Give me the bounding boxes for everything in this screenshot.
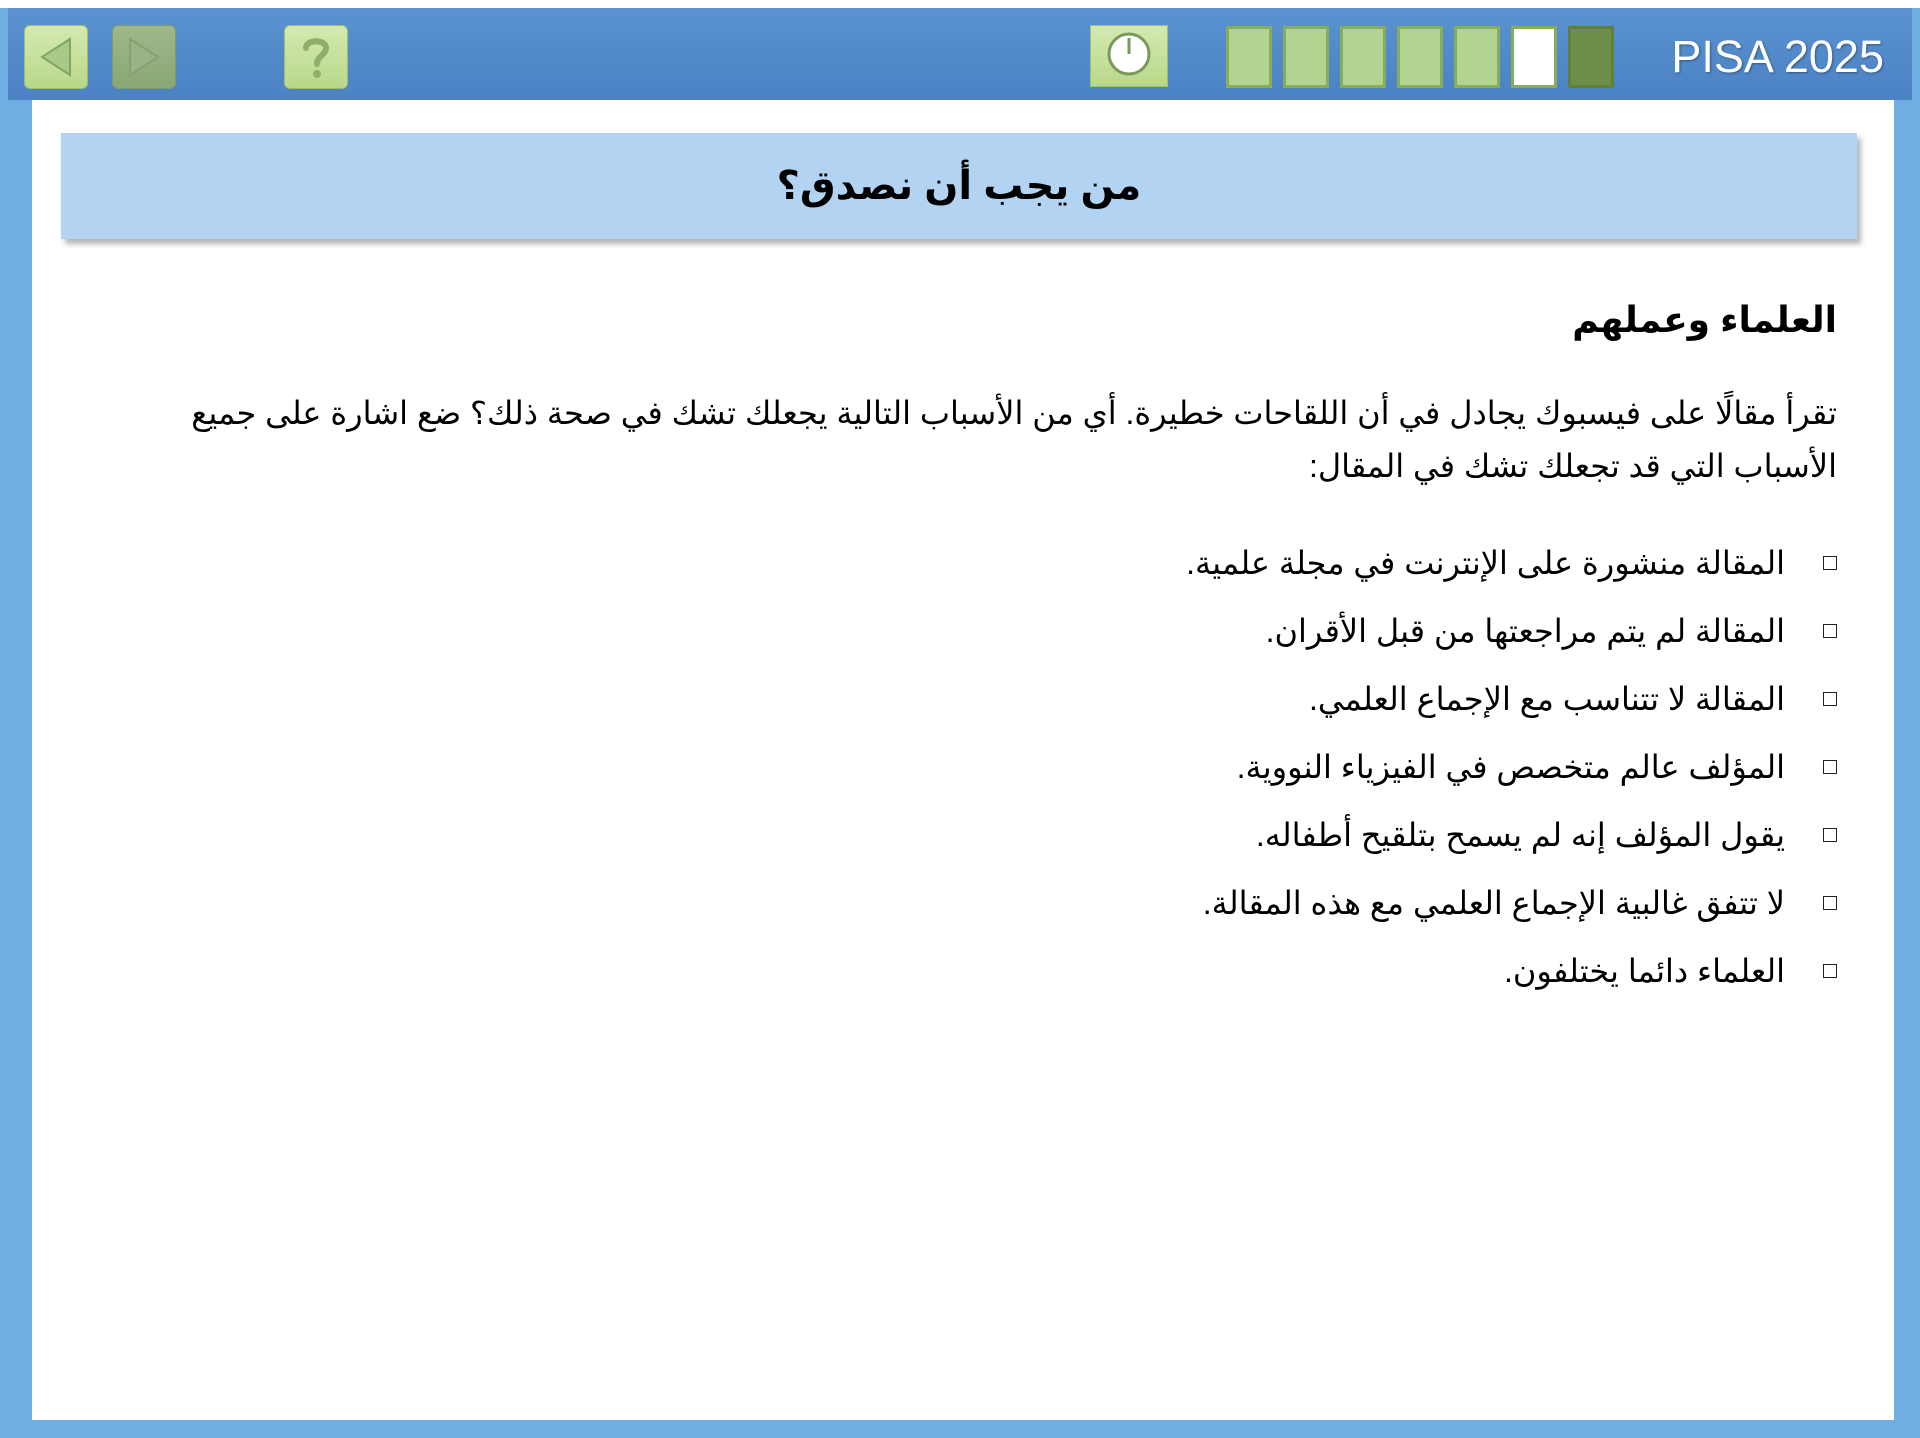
option-checkbox[interactable] <box>1823 624 1837 638</box>
option-label: يقول المؤلف إنه لم يسمح بتلقيح أطفاله. <box>1255 817 1785 853</box>
option-label: العلماء دائما يختلفون. <box>1504 953 1785 989</box>
option-item[interactable] <box>92 529 1837 597</box>
forward-arrow-icon <box>124 35 164 79</box>
help-button[interactable] <box>284 25 348 89</box>
back-arrow-icon <box>36 35 76 79</box>
option-item[interactable] <box>92 801 1837 869</box>
forward-button[interactable] <box>112 25 176 89</box>
toolbar <box>8 8 1912 100</box>
option-item[interactable] <box>92 869 1837 937</box>
brand-label: PISA 2025 <box>1671 31 1884 82</box>
frame-top-edge <box>0 0 1920 8</box>
option-label: لا تتفق غالبية الإجماع العلمي مع هذه المقالة. <box>1202 885 1785 921</box>
options-list <box>92 529 1837 1005</box>
option-label: المقالة لم يتم مراجعتها من قبل الأقران. <box>1265 613 1785 649</box>
option-checkbox[interactable] <box>1823 556 1837 570</box>
progress-step <box>1226 26 1272 88</box>
option-item[interactable] <box>92 597 1837 665</box>
back-button[interactable] <box>24 25 88 89</box>
option-checkbox[interactable] <box>1823 828 1837 842</box>
progress-step <box>1568 26 1614 88</box>
section-heading: العلماء وعملهم <box>1572 299 1837 340</box>
timer[interactable] <box>1090 25 1168 87</box>
option-label: المقالة لا تتناسب مع الإجماع العلمي. <box>1308 681 1785 717</box>
progress-step <box>1397 26 1443 88</box>
progress-step <box>1340 26 1386 88</box>
title-bar <box>61 133 1857 239</box>
question-body <box>92 295 1837 1005</box>
option-item[interactable] <box>92 665 1837 733</box>
progress-step <box>1283 26 1329 88</box>
option-label: المؤلف عالم متخصص في الفيزياء النووية. <box>1236 749 1785 785</box>
progress-indicator <box>1226 26 1614 88</box>
page-title: من يجب أن نصدق؟ <box>776 164 1142 208</box>
option-checkbox[interactable] <box>1823 896 1837 910</box>
progress-step-current <box>1511 26 1557 88</box>
clock-icon <box>1105 30 1153 83</box>
option-checkbox[interactable] <box>1823 964 1837 978</box>
content-panel <box>32 100 1894 1420</box>
option-checkbox[interactable] <box>1823 760 1837 774</box>
question-mark-icon <box>296 33 336 81</box>
option-label: المقالة منشورة على الإنترنت في مجلة علمية. <box>1186 545 1785 581</box>
option-item[interactable] <box>92 937 1837 1005</box>
question-prompt: تقرأ مقالًا على فيسبوك يجادل في أن اللقاحات خطيرة. أي من الأسباب التالية يجعلك تشك في صحة ذلك؟ ضع اشارة على جميع الأسباب التي قد تجعلك تشك في المقال: <box>191 395 1837 484</box>
option-item[interactable] <box>92 733 1837 801</box>
option-checkbox[interactable] <box>1823 692 1837 706</box>
progress-step <box>1454 26 1500 88</box>
